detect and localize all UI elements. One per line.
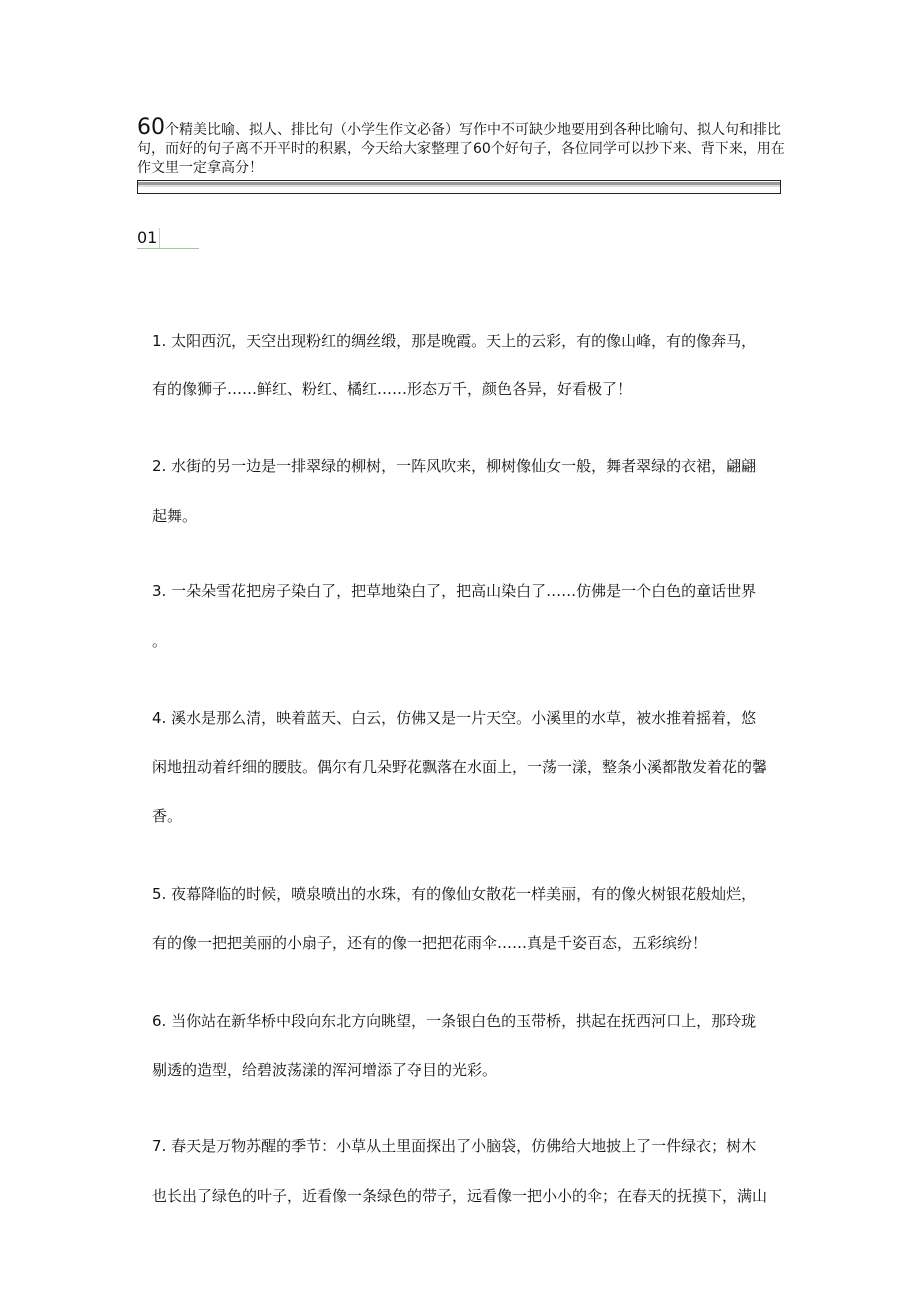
sentence-line: 2. 水街的另一边是一排翠绿的柳树，一阵风吹来，柳树像仙女一般，舞者翠绿的衣裙，翩翩 — [152, 457, 757, 475]
sentence-line: 闲地扭动着纤细的腰肢。偶尔有几朵野花飘落在水面上，一荡一漾，整条小溪都散发着花的馨 — [152, 758, 768, 776]
sentence-line: 6. 当你站在新华桥中段向东北方向眺望，一条银白色的玉带桥，拱起在抚西河口上，那玲珑 — [152, 1012, 757, 1030]
sentence-line: 1. 太阳西沉，天空出现粉红的绸丝缎，那是晚霞。天上的云彩，有的像山峰，有的像奔马， — [152, 332, 757, 350]
intro-lead: 60 — [137, 115, 165, 140]
sentence-line: 5. 夜幕降临的时候，喷泉喷出的水珠，有的像仙女散花一样美丽，有的像火树银花般灿烂， — [152, 885, 757, 903]
section-underline — [137, 248, 199, 249]
sentence-line: 。 — [152, 632, 168, 650]
sentence-line: 也长出了绿色的叶子，近看像一条绿色的带子，远看像一把小小的伞；在春天的抚摸下，满山 — [152, 1187, 768, 1205]
sentence-line: 香。 — [152, 807, 183, 825]
sentence-line: 4. 溪水是那么清，映着蓝天、白云，仿佛又是一片天空。小溪里的水草，被水推着摇着，悠 — [152, 709, 757, 727]
divider-bar — [137, 180, 781, 194]
sentence-line: 7. 春天是万物苏醒的季节：小草从土里面探出了小脑袋，仿佛给大地披上了一件绿衣；树木 — [152, 1137, 757, 1155]
section-number: 01 — [137, 228, 160, 248]
intro-paragraph — [137, 115, 787, 178]
sentence-line: 剔透的造型，给碧波荡漾的浑河增添了夺目的光彩。 — [152, 1061, 498, 1079]
sentence-line: 起舞。 — [152, 507, 198, 525]
sentence-line: 3. 一朵朵雪花把房子染白了，把草地染白了，把高山染白了……仿佛是一个白色的童话世界 — [152, 582, 757, 600]
sentence-line: 有的像狮子……鲜红、粉红、橘红……形态万千，颜色各异，好看极了！ — [152, 380, 633, 398]
sentence-line: 有的像一把把美丽的小扇子，还有的像一把把花雨伞……真是千姿百态，五彩缤纷！ — [152, 934, 708, 952]
intro-text: 个精美比喻、拟人、排比句（小学生作文必备）写作中不可缺少地要用到各种比喻句、拟人句和排比句，而好的句子离不开平时的积累，今天给大家整理了60个好句子，各位同学可以抄下来、背下来，用在作文里一定拿高分！ — [137, 122, 785, 176]
